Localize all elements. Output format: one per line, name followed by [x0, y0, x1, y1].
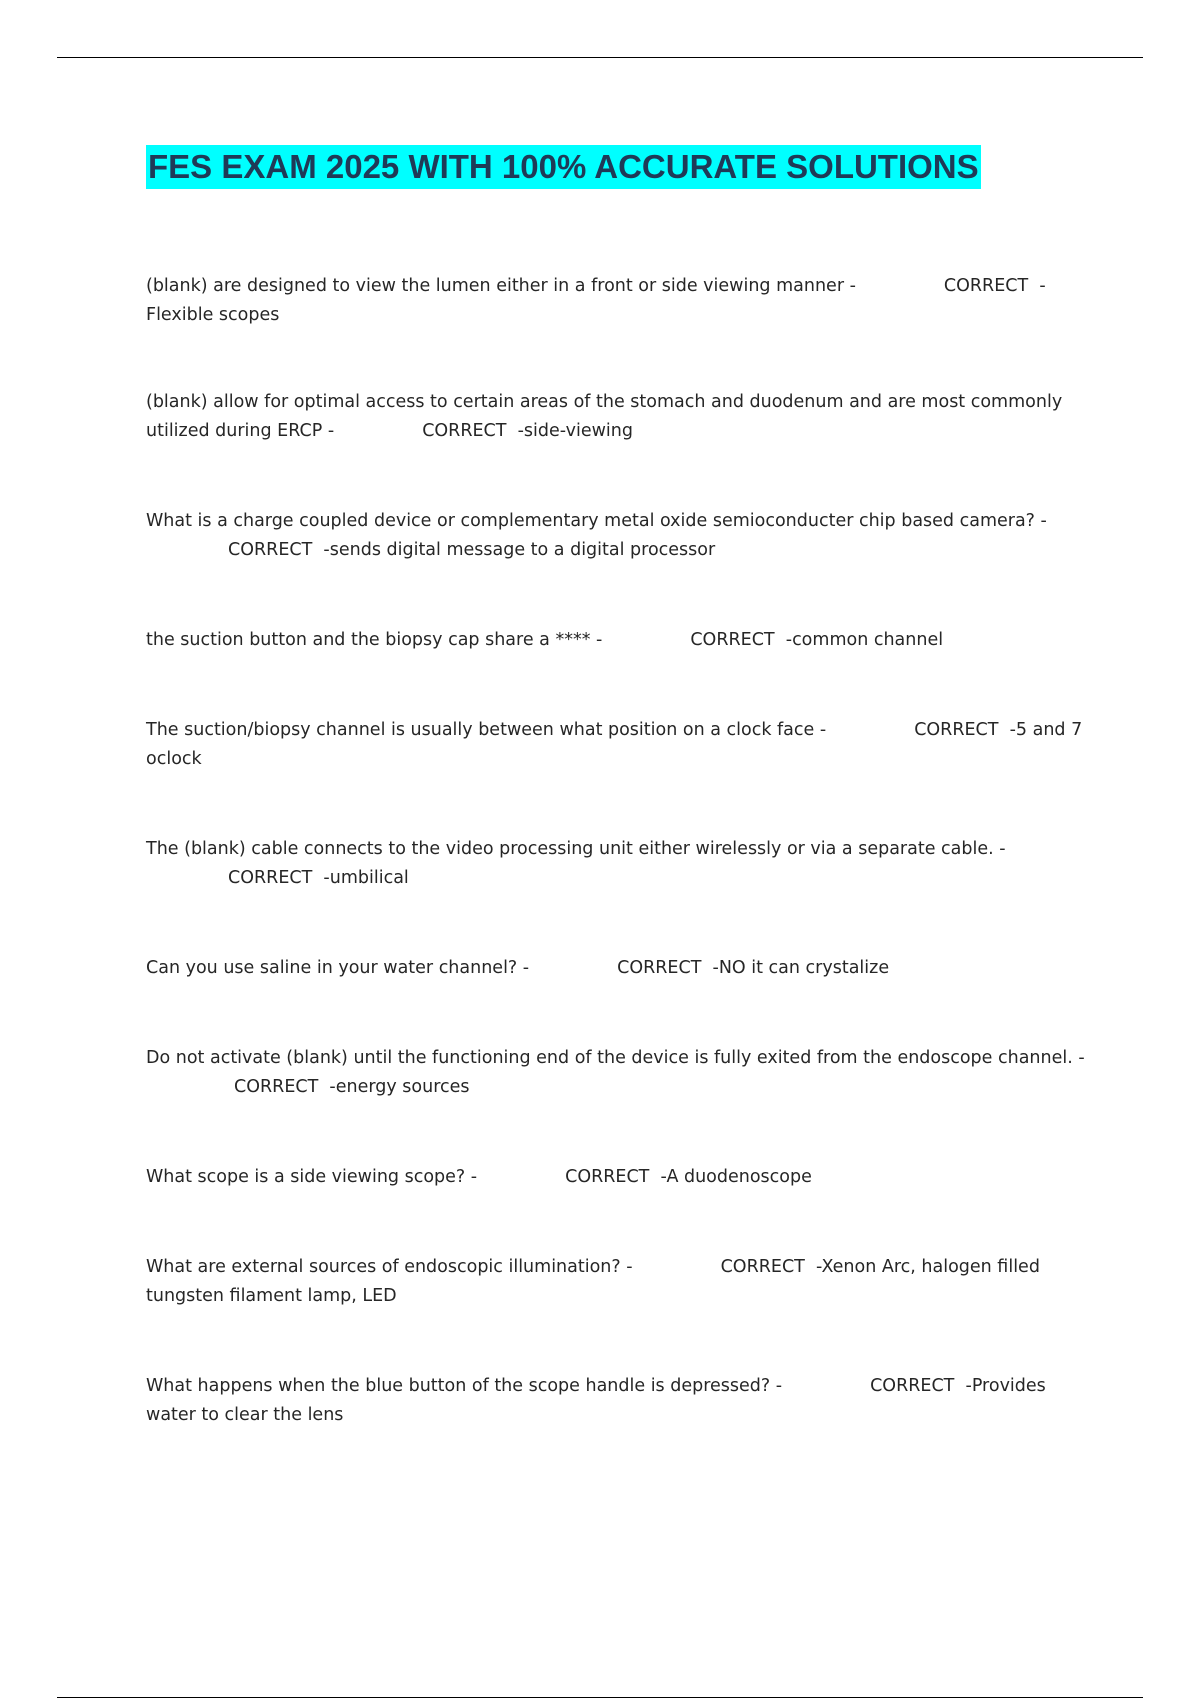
- footer-rule: [57, 1697, 1143, 1698]
- question-text: What scope is a side viewing scope? -: [146, 1167, 478, 1187]
- answer-text: -side-viewing: [517, 421, 633, 441]
- correct-tag: CORRECT: [228, 540, 313, 560]
- correct-tag: CORRECT: [422, 421, 507, 441]
- question-text: What is a charge coupled device or complementary metal oxide semioconducter chip based camera? -: [146, 511, 1047, 531]
- question-text: The suction/biopsy channel is usually between what position on a clock face -: [146, 720, 827, 740]
- qa-item-3: [146, 507, 1096, 565]
- answer-text: -sends digital message to a digital processor: [323, 540, 716, 560]
- correct-tag: CORRECT: [617, 958, 702, 978]
- qa-item-7: [146, 954, 1096, 983]
- qa-item-8: [146, 1044, 1096, 1102]
- header-rule: [57, 57, 1143, 58]
- answer-text: -Xenon Arc, halogen filled tungsten filament lamp, LED: [146, 1257, 1040, 1306]
- qa-item-9: [146, 1163, 1096, 1192]
- answer-text: -umbilical: [323, 868, 409, 888]
- question-text: the suction button and the biopsy cap share a **** -: [146, 630, 603, 650]
- correct-tag: CORRECT: [720, 1257, 805, 1277]
- qa-item-2: [146, 388, 1096, 446]
- answer-text: -A duodenoscope: [660, 1167, 812, 1187]
- question-text: What are external sources of endoscopic illumination? -: [146, 1257, 633, 1277]
- question-text: (blank) are designed to view the lumen either in a front or side viewing manner -: [146, 276, 856, 296]
- correct-tag: CORRECT: [565, 1167, 650, 1187]
- question-text: Can you use saline in your water channel? -: [146, 958, 530, 978]
- qa-item-6: [146, 835, 1096, 893]
- question-list: [146, 272, 1096, 1430]
- qa-item-1: [146, 272, 1096, 330]
- document-title: FES EXAM 2025 WITH 100% ACCURATE SOLUTIONS: [146, 145, 981, 189]
- question-text: Do not activate (blank) until the functioning end of the device is fully exited from the endoscope channel. -: [146, 1048, 1085, 1068]
- answer-text: - Flexible scopes: [146, 276, 1046, 325]
- answer-text: -common channel: [785, 630, 944, 650]
- correct-tag: CORRECT: [234, 1077, 319, 1097]
- correct-tag: CORRECT: [870, 1376, 955, 1396]
- correct-tag: CORRECT: [690, 630, 775, 650]
- correct-tag: CORRECT: [228, 868, 313, 888]
- correct-tag: CORRECT: [943, 276, 1029, 296]
- answer-text: -Provides water to clear the lens: [146, 1376, 1046, 1425]
- answer-text: -NO it can crystalize: [712, 958, 890, 978]
- qa-item-5: [146, 716, 1096, 774]
- question-text: The (blank) cable connects to the video processing unit either wirelessly or via a separate cable. -: [146, 839, 1006, 859]
- answer-text: -energy sources: [329, 1077, 470, 1097]
- question-text: (blank) allow for optimal access to certain areas of the stomach and duodenum and are most commonly utilized during ERCP -: [146, 392, 1063, 441]
- qa-item-4: [146, 626, 1096, 655]
- qa-item-11: [146, 1372, 1096, 1430]
- correct-tag: CORRECT: [914, 720, 999, 740]
- qa-item-10: [146, 1253, 1096, 1311]
- answer-text: -5 and 7 oclock: [146, 720, 1083, 769]
- question-text: What happens when the blue button of the scope handle is depressed? -: [146, 1376, 783, 1396]
- title-block: [146, 145, 1106, 189]
